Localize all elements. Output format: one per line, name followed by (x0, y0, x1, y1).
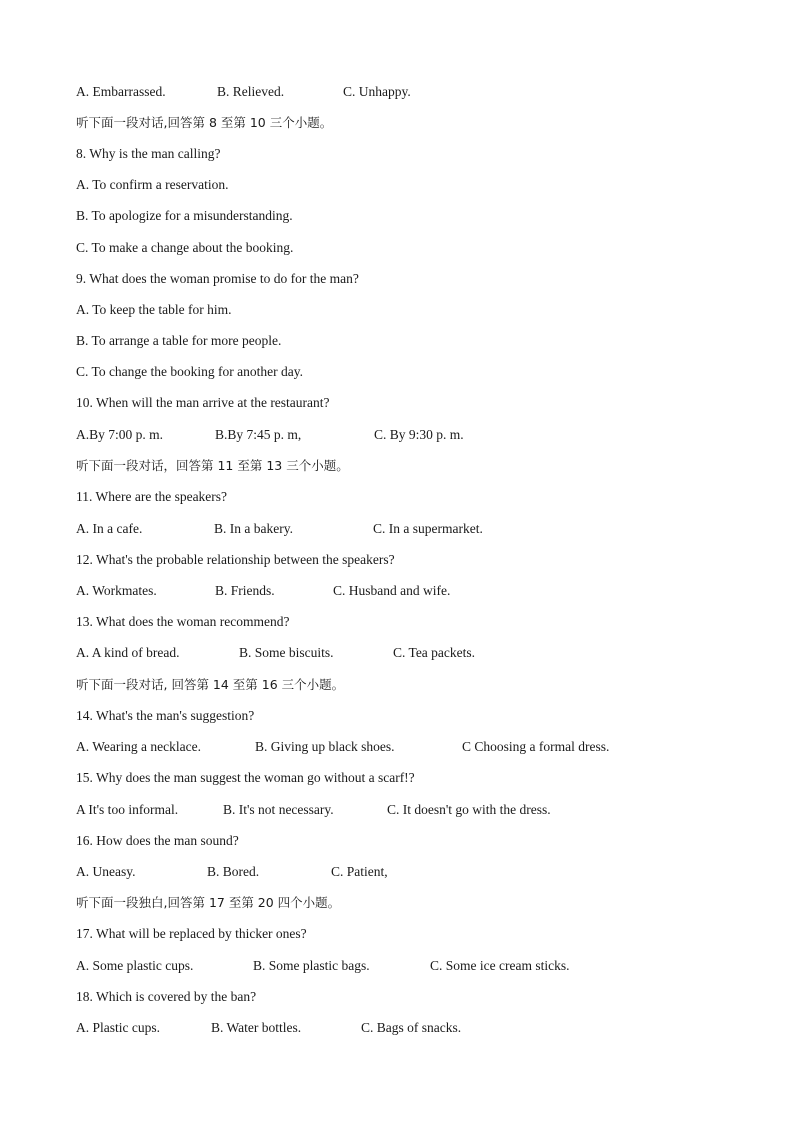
q13-option-c: C. Tea packets. (393, 645, 476, 660)
q13-option-a: A. A kind of bread. (76, 645, 180, 660)
q8-option-a: A. To confirm a reservation. (76, 177, 229, 192)
q11-option-c: C. In a supermarket. (373, 521, 483, 536)
q14-question: 14. What's the man's suggestion? (76, 708, 255, 723)
section-heading-17-20: 听下面一段独白,回答第 17 至第 20 四个小题。 (76, 895, 341, 910)
q18-option-b: B. Water bottles. (211, 1020, 302, 1035)
q18-option-c: C. Bags of snacks. (361, 1020, 462, 1035)
q12-option-b: B. Friends. (215, 583, 275, 598)
q11-option-a: A. In a cafe. (76, 521, 143, 536)
q17-option-a: A. Some plastic cups. (76, 958, 194, 973)
q16-option-c: C. Patient, (331, 864, 388, 879)
q8-option-c: C. To make a change about the booking. (76, 240, 294, 255)
q17-option-c: C. Some ice cream sticks. (430, 958, 570, 973)
q15-option-a: A It's too informal. (76, 802, 179, 817)
q8-option-b: B. To apologize for a misunderstanding. (76, 208, 293, 223)
section-heading-11-13: 听下面一段对话，回答第 11 至第 13 三个小题。 (76, 458, 349, 473)
q7-option-a: A. Embarrassed. (76, 84, 166, 99)
q9-question: 9. What does the woman promise to do for the man? (76, 271, 359, 286)
q13-option-b: B. Some biscuits. (239, 645, 334, 660)
q16-option-b: B. Bored. (207, 864, 260, 879)
q17-option-b: B. Some plastic bags. (253, 958, 370, 973)
q14-option-c: C Choosing a formal dress. (462, 739, 610, 754)
q13-question: 13. What does the woman recommend? (76, 614, 290, 629)
q14-option-b: B. Giving up black shoes. (255, 739, 395, 754)
q10-option-c: C. By 9:30 p. m. (374, 427, 464, 442)
q11-option-b: B. In a bakery. (214, 521, 293, 536)
q9-option-b: B. To arrange a table for more people. (76, 333, 282, 348)
q16-option-a: A. Uneasy. (76, 864, 136, 879)
q17-question: 17. What will be replaced by thicker ones? (76, 926, 307, 941)
q9-option-a: A. To keep the table for him. (76, 302, 232, 317)
q7-option-c: C. Unhappy. (343, 84, 411, 99)
section-heading-8-10: 听下面一段对话,回答第 8 至第 10 三个小题。 (76, 115, 333, 130)
q15-option-b: B. It's not necessary. (223, 802, 334, 817)
q10-option-b: B.By 7:45 p. m, (215, 427, 302, 442)
q8-question: 8. Why is the man calling? (76, 146, 221, 161)
q7-option-b: B. Relieved. (217, 84, 285, 99)
q18-question: 18. Which is covered by the ban? (76, 989, 257, 1004)
section-heading-14-16: 听下面一段对话, 回答第 14 至第 16 三个小题。 (76, 677, 345, 692)
q15-option-c: C. It doesn't go with the dress. (387, 802, 551, 817)
q12-option-c: C. Husband and wife. (333, 583, 451, 598)
q9-option-c: C. To change the booking for another day. (76, 364, 303, 379)
q12-option-a: A. Workmates. (76, 583, 157, 598)
q10-option-a: A.By 7:00 p. m. (76, 427, 164, 442)
q12-question: 12. What's the probable relationship between the speakers? (76, 552, 395, 567)
q18-option-a: A. Plastic cups. (76, 1020, 160, 1035)
q11-question: 11. Where are the speakers? (76, 489, 228, 504)
q10-question: 10. When will the man arrive at the restaurant? (76, 395, 330, 410)
q14-option-a: A. Wearing a necklace. (76, 739, 201, 754)
q15-question: 15. Why does the man suggest the woman go without a scarf!? (76, 770, 415, 785)
q16-question: 16. How does the man sound? (76, 833, 239, 848)
